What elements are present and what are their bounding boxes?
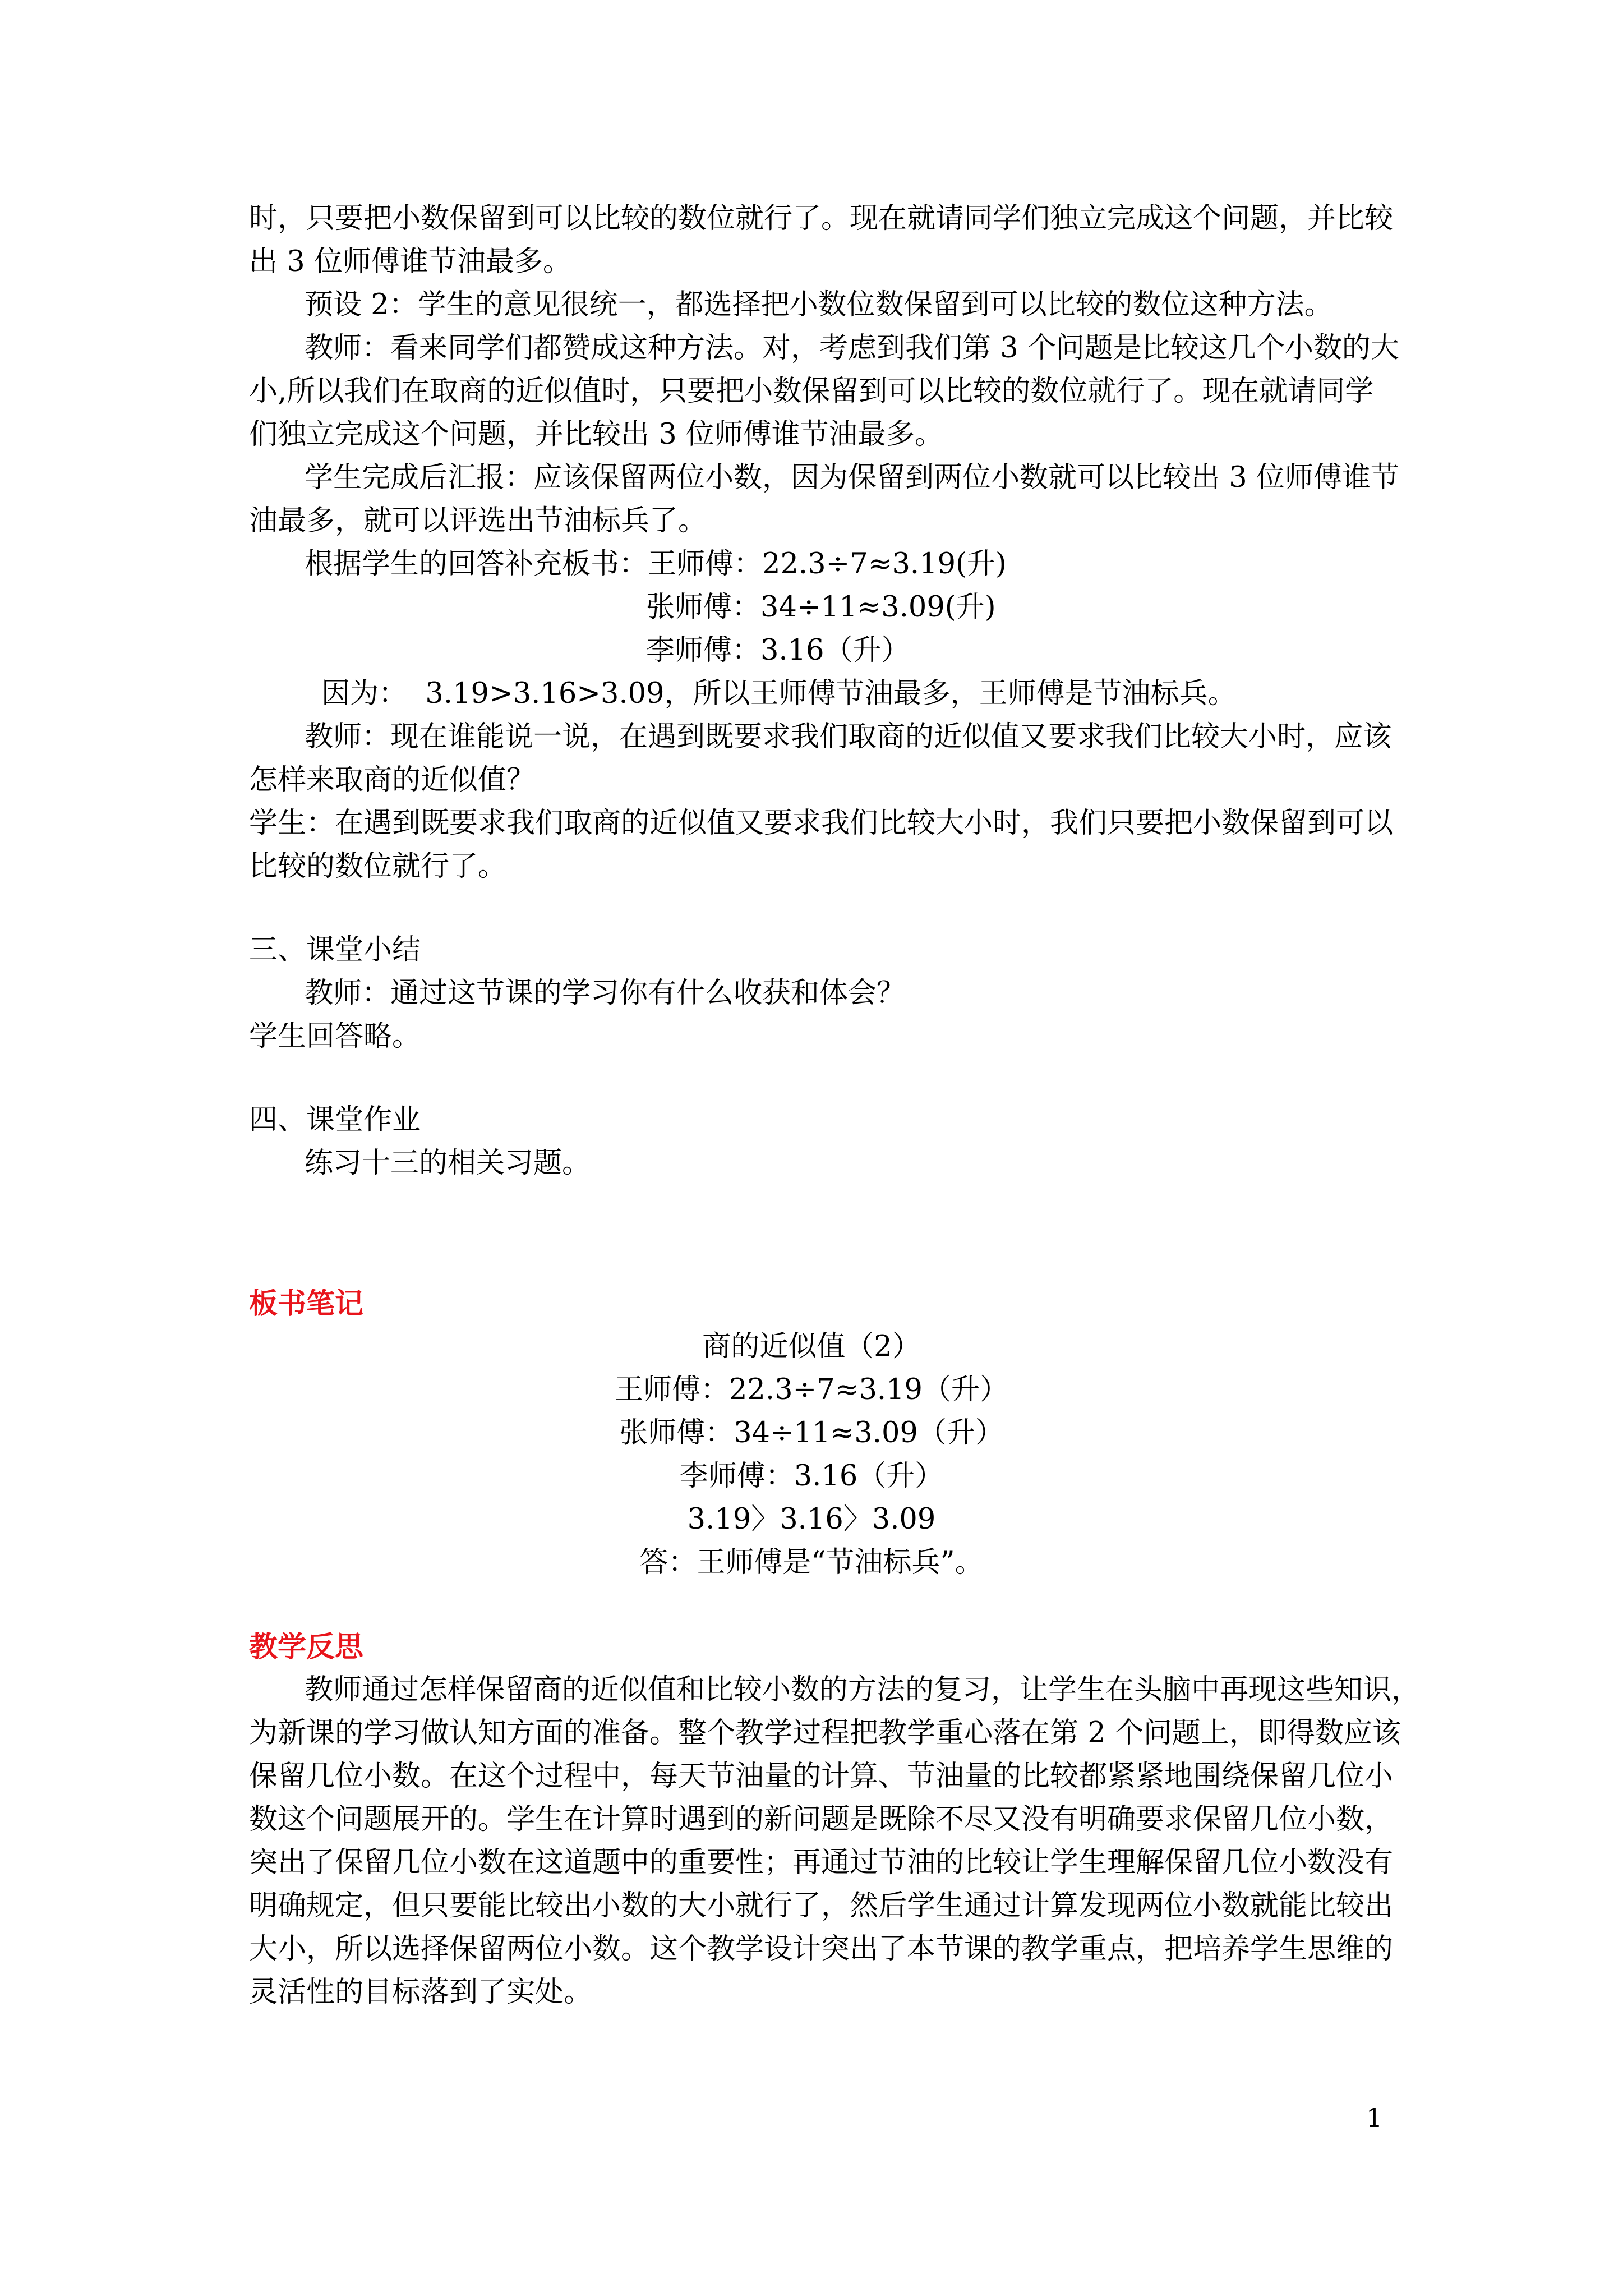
paragraph-line: 出 3 位师傅谁节油最多。 bbox=[249, 245, 571, 278]
paragraph-line: 学生完成后汇报：应该保留两位小数，因为保留到两位小数就可以比较出 3 位师傅谁节 bbox=[305, 461, 1399, 494]
board-notes-line: 张师傅：34÷11≈3.09（升） bbox=[619, 1416, 1004, 1450]
page-number: 1 bbox=[1366, 2102, 1383, 2133]
paragraph-line: 油最多，就可以评选出节油标兵了。 bbox=[249, 504, 707, 537]
section-heading-homework: 四、课堂作业 bbox=[249, 1103, 421, 1137]
board-notes-answer: 答：王师傅是“节油标兵”。 bbox=[639, 1546, 984, 1579]
section-heading-summary: 三、课堂小结 bbox=[249, 933, 421, 967]
paragraph-line: 明确规定，但只要能比较出小数的大小就行了，然后学生通过计算发现两位小数就能比较出 bbox=[249, 1889, 1394, 1922]
paragraph-line: 灵活性的目标落到了实处。 bbox=[249, 1976, 593, 2009]
board-notes-heading: 板书笔记 bbox=[249, 1287, 364, 1320]
board-notes-title: 商的近似值（2） bbox=[702, 1330, 921, 1363]
paragraph-line: 教师：现在谁能说一说，在遇到既要求我们取商的近似值又要求我们比较大小时，应该 bbox=[305, 720, 1392, 753]
paragraph-line: 突出了保留几位小数在这道题中的重要性；再通过节油的比较让学生理解保留几位小数没有 bbox=[249, 1846, 1394, 1879]
paragraph-line: 数这个问题展开的。学生在计算时遇到的新问题是既除不尽又没有明确要求保留几位小数， bbox=[249, 1803, 1394, 1836]
board-notes-line: 王师傅：22.3÷7≈3.19（升） bbox=[614, 1373, 1009, 1406]
board-supplement-line: 张师傅：34÷11≈3.09(升) bbox=[646, 591, 996, 624]
paragraph-line: 怎样来取商的近似值？ bbox=[249, 763, 536, 797]
reflection-heading: 教学反思 bbox=[249, 1630, 364, 1664]
paragraph-line: 保留几位小数。在这个过程中，每天节油量的计算、节油量的比较都紧紧地围绕保留几位小 bbox=[249, 1760, 1394, 1793]
paragraph-line: 们独立完成这个问题，并比较出 3 位师傅谁节油最多。 bbox=[249, 418, 943, 451]
paragraph-line: 教师通过怎样保留商的近似值和比较小数的方法的复习，让学生在头脑中再现这些知识， bbox=[305, 1673, 1421, 1706]
board-notes-line: 3.19〉3.16〉3.09 bbox=[687, 1503, 936, 1536]
paragraph-line: 时，只要把小数保留到可以比较的数位就行了。现在就请同学们独立完成这个问题，并比较 bbox=[249, 202, 1394, 235]
board-supplement-line: 李师傅：3.16（升） bbox=[646, 634, 910, 667]
paragraph-line: 预设 2：学生的意见很统一，都选择把小数位数保留到可以比较的数位这种方法。 bbox=[305, 288, 1333, 321]
paragraph-line: 学生：在遇到既要求我们取商的近似值又要求我们比较大小时，我们只要把小数保留到可以 bbox=[249, 807, 1394, 840]
paragraph-line: 教师：通过这节课的学习你有什么收获和体会？ bbox=[305, 977, 906, 1010]
board-supplement-line: 根据学生的回答补充板书：王师傅：22.3÷7≈3.19(升) bbox=[305, 547, 1007, 581]
conclusion-line: 因为： 3.19>3.16>3.09，所以王师傅节油最多，王师傅是节油标兵。 bbox=[321, 677, 1237, 710]
paragraph-line: 练习十三的相关习题。 bbox=[305, 1147, 591, 1180]
paragraph-line: 比较的数位就行了。 bbox=[249, 850, 507, 883]
paragraph-line: 大小，所以选择保留两位小数。这个教学设计突出了本节课的教学重点，把培养学生思维的 bbox=[249, 1932, 1394, 1966]
paragraph-line: 为新课的学习做认知方面的准备。整个教学过程把教学重心落在第 2 个问题上，即得数应该 bbox=[249, 1717, 1401, 1750]
paragraph-line: 教师：看来同学们都赞成这种方法。对，考虑到我们第 3 个问题是比较这几个小数的大 bbox=[305, 332, 1399, 365]
paragraph-line: 学生回答略。 bbox=[249, 1020, 421, 1053]
paragraph-line: 小,所以我们在取商的近似值时，只要把小数保留到可以比较的数位就行了。现在就请同学 bbox=[249, 375, 1374, 408]
board-notes-line: 李师傅：3.16（升） bbox=[679, 1460, 944, 1493]
